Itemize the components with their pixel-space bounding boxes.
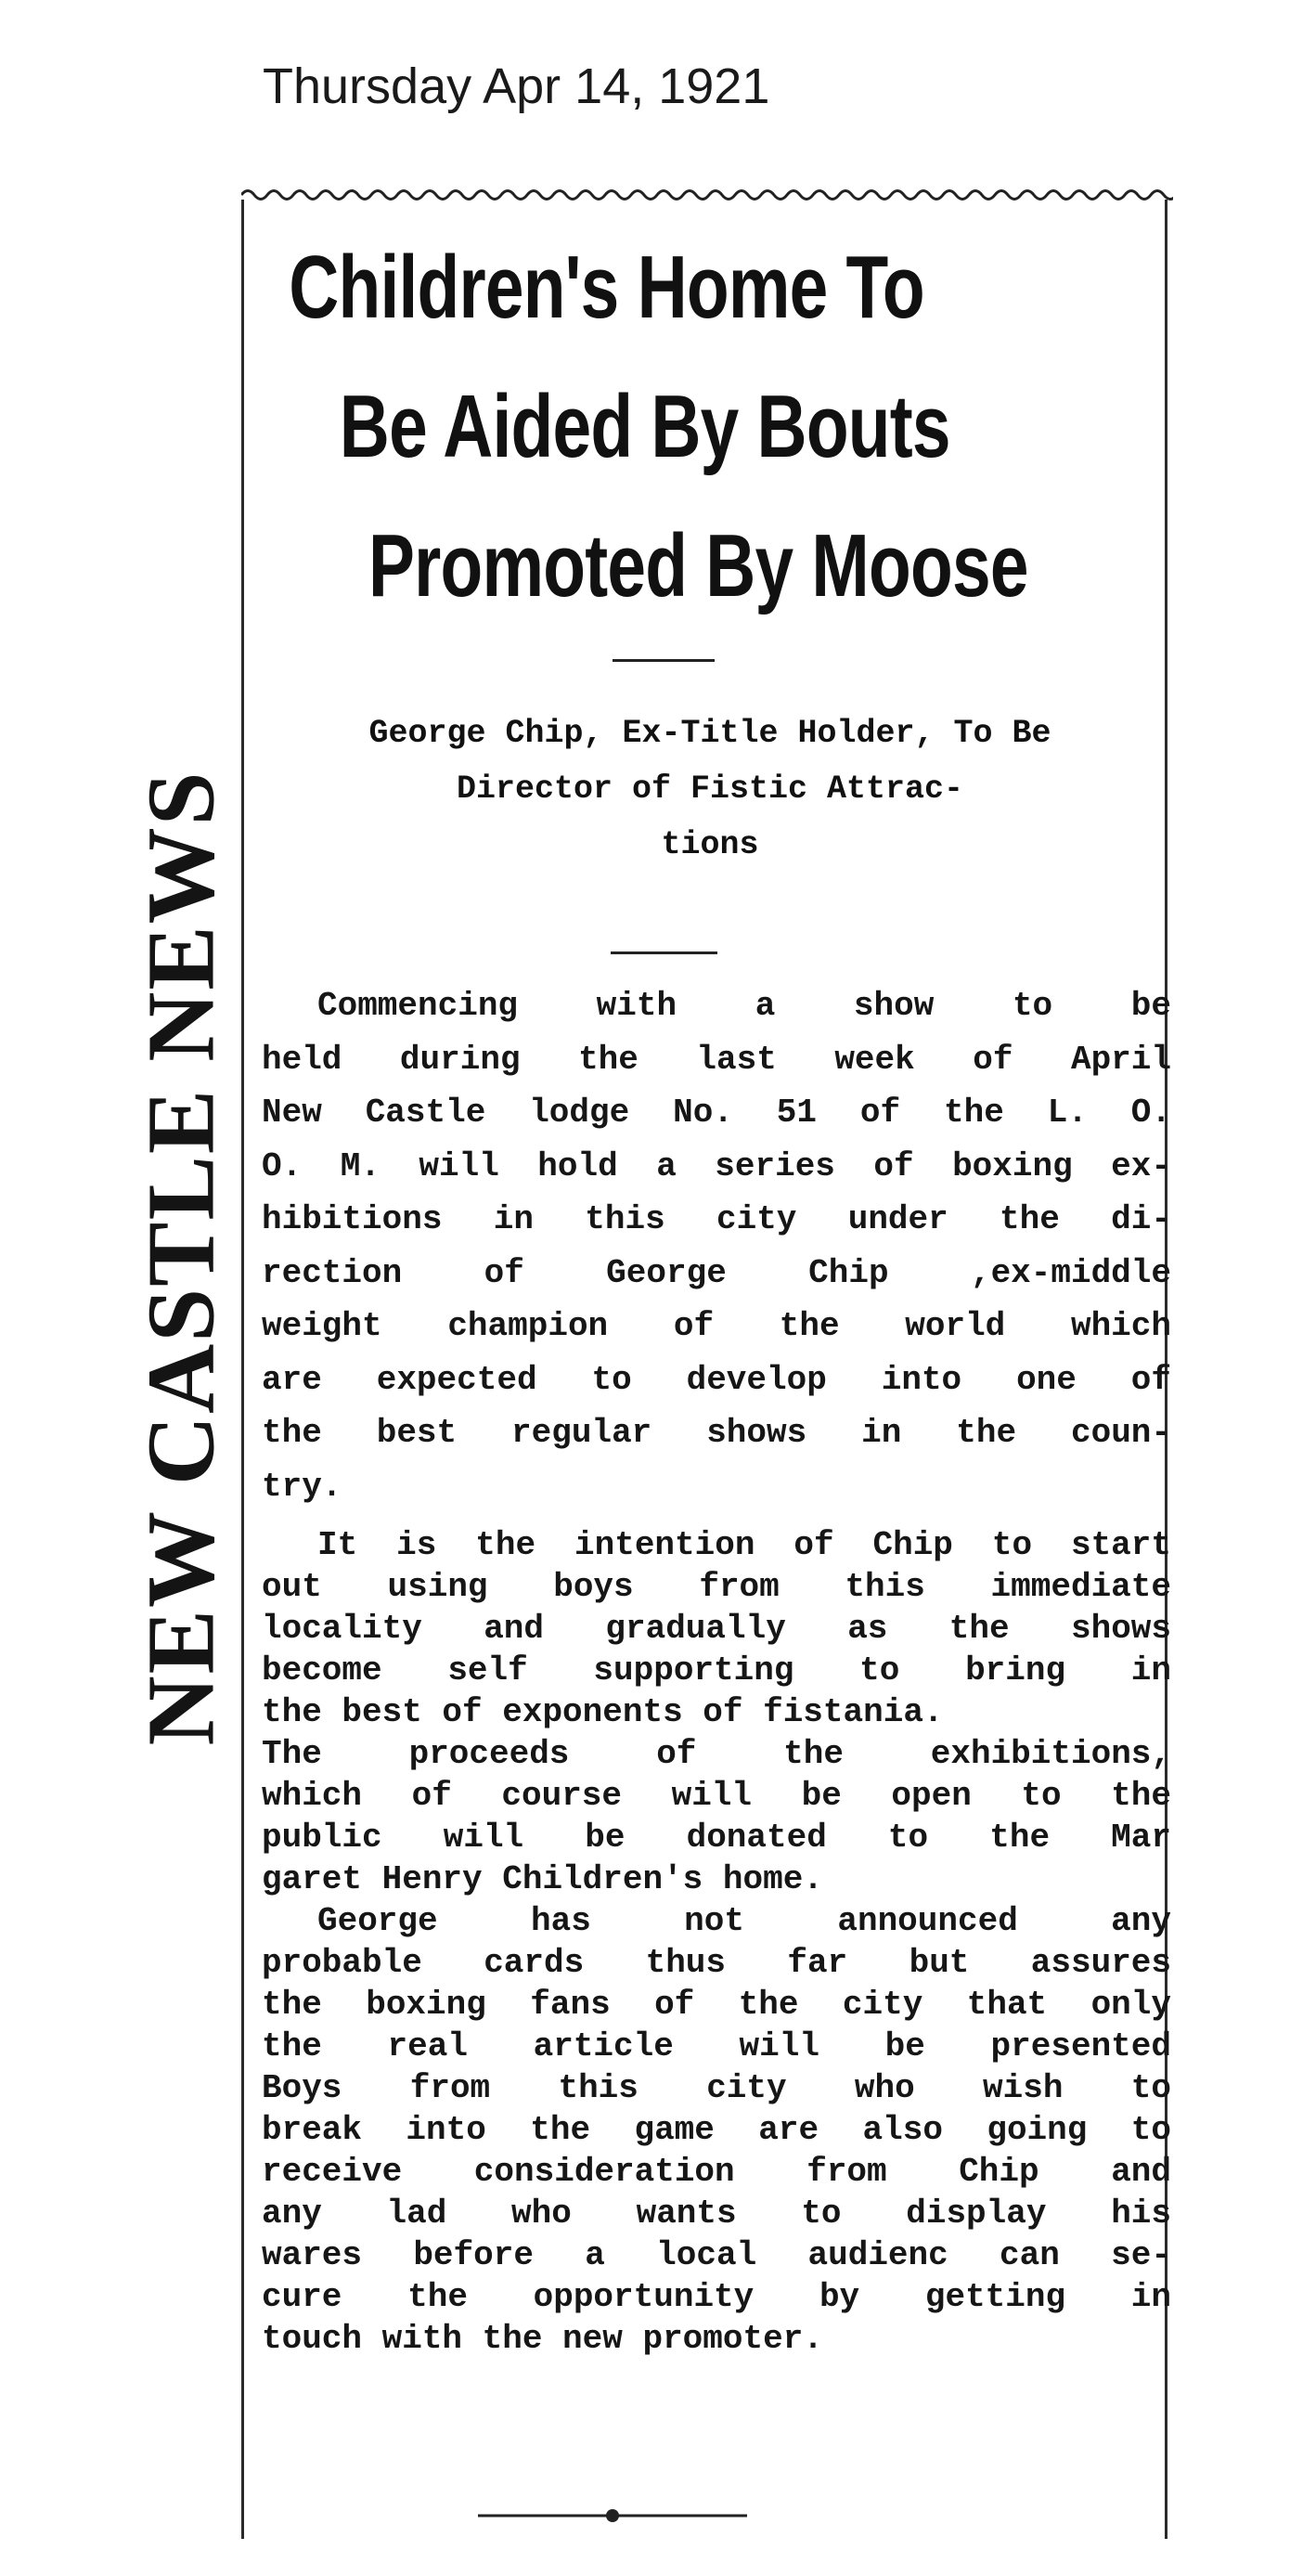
body-line: the real article will be presented: [262, 2027, 1171, 2065]
subheadline-line: George Chip, Ex-Title Holder, To Be: [368, 715, 1051, 752]
body-line: Commencing with a show to be: [317, 987, 1171, 1025]
body-line: the boxing fans of the city that only: [262, 1986, 1171, 2024]
newspaper-name: NEW CASTLE NEWS: [127, 770, 235, 1746]
headline-line: Be Aided By Bouts: [339, 377, 950, 476]
body-line: are expected to develop into one of: [262, 1360, 1171, 1399]
body-line: which of course will be open to the: [262, 1777, 1171, 1815]
headline-line: Children's Home To: [289, 238, 924, 337]
body-line: It is the intention of Chip to start: [317, 1526, 1171, 1564]
torn-top-edge: [241, 181, 1173, 209]
paragraph: [262, 1733, 1171, 1900]
article-headline: [260, 218, 1028, 636]
body-line: rection of George Chip ,ex-middle: [262, 1253, 1171, 1292]
body-line: O. M. will hold a series of boxing ex-: [262, 1146, 1171, 1185]
body-line: Boys from this city who wish to: [262, 2069, 1171, 2107]
body-line: cure the opportunity by getting in: [262, 2278, 1171, 2316]
headline-divider: [613, 659, 715, 662]
paragraph: [262, 979, 1171, 1513]
newspaper-clipping: [241, 181, 1173, 2539]
body-line: the best of exponents of fistania.: [262, 1693, 944, 1731]
subheadline-divider: [611, 951, 717, 954]
clipping-date: Thursday Apr 14, 1921: [263, 58, 770, 114]
article-body: [262, 979, 1171, 2360]
subheadline-line: Director of Fistic Attrac-: [456, 770, 964, 808]
body-line: probable cards thus far but assures: [262, 1944, 1171, 1982]
body-line: New Castle lodge No. 51 of the L. O.: [262, 1094, 1171, 1132]
body-line: receive consideration from Chip and: [262, 2153, 1171, 2191]
subheadline-line: tions: [661, 826, 759, 863]
body-line: hibitions in this city under the di-: [262, 1200, 1171, 1238]
headline-line: Promoted By Moose: [368, 516, 1028, 615]
body-line: wares before a local audienc can se-: [262, 2236, 1171, 2274]
left-column-rule: [241, 200, 244, 2539]
paragraph: [262, 1900, 1171, 2360]
body-line: the best regular shows in the coun-: [262, 1414, 1171, 1452]
body-line: try.: [262, 1467, 342, 1506]
body-line: out using boys from this immediate: [262, 1568, 1171, 1606]
body-line: public will be donated to the Mar: [262, 1819, 1171, 1857]
paragraph: [262, 1524, 1171, 1733]
article-end-mark: [478, 2506, 747, 2525]
body-line: touch with the new promoter.: [262, 2320, 823, 2358]
body-line: become self supporting to bring in: [262, 1651, 1171, 1689]
body-line: held during the last week of April: [262, 1040, 1171, 1079]
body-line: garet Henry Children's home.: [262, 1860, 823, 1898]
body-line: locality and gradually as the shows: [262, 1610, 1171, 1648]
body-line: weight champion of the world which: [262, 1307, 1171, 1345]
body-line: break into the game are also going to: [262, 2111, 1171, 2149]
body-line: The proceeds of the exhibitions,: [262, 1735, 1171, 1773]
article-subheadline: [269, 705, 1151, 873]
body-line: any lad who wants to display his: [262, 2194, 1171, 2233]
body-line: George has not announced any: [317, 1902, 1171, 1940]
